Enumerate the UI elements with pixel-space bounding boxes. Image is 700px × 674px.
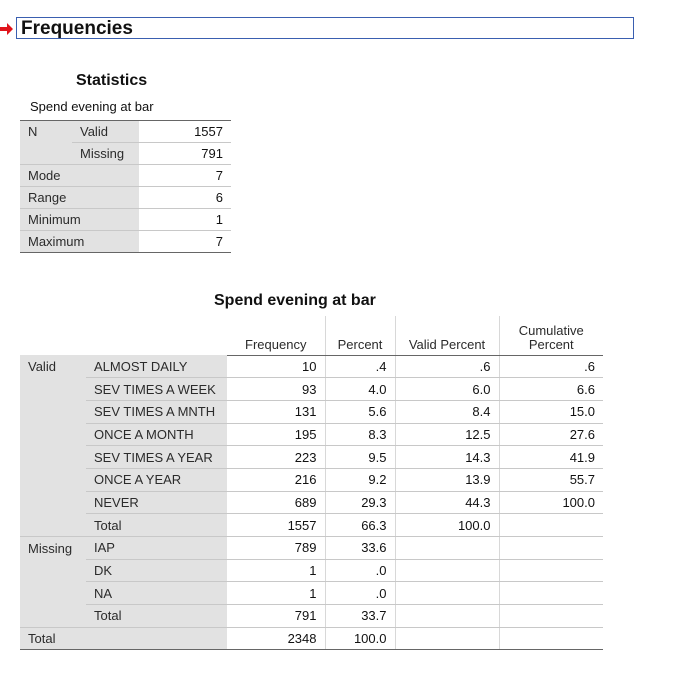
cell-frequency: 791 <box>227 605 325 628</box>
cell-valid-percent: 6.0 <box>395 378 499 401</box>
row-label: ONCE A MONTH <box>86 423 227 446</box>
row-label: ONCE A YEAR <box>86 468 227 491</box>
cell-cumulative-percent <box>499 627 603 650</box>
cell-frequency: 93 <box>227 378 325 401</box>
cell-frequency: 789 <box>227 537 325 560</box>
cell-cumulative-percent <box>499 559 603 582</box>
row-group-label <box>20 446 86 469</box>
cell-percent: 4.0 <box>325 378 395 401</box>
row-label: SEV TIMES A WEEK <box>86 378 227 401</box>
cell-percent: .0 <box>325 559 395 582</box>
statistics-title: Statistics <box>76 72 148 89</box>
row-label: N <box>20 121 72 143</box>
header-cumulative-line2: Percent <box>528 336 574 352</box>
cell-frequency: 1 <box>227 559 325 582</box>
cell-valid-percent: .6 <box>395 355 499 378</box>
cell-frequency: 10 <box>227 355 325 378</box>
row-value: 1557 <box>139 121 231 143</box>
table-row <box>20 231 231 253</box>
table-row <box>20 423 603 446</box>
table-row <box>20 121 231 143</box>
row-group-label: Valid <box>20 355 86 378</box>
row-label: DK <box>86 559 227 582</box>
table-row <box>20 165 231 187</box>
table-row <box>20 209 231 231</box>
table-row <box>20 627 603 650</box>
row-group-label <box>20 423 86 446</box>
statistics-caption: Spend evening at bar <box>30 99 154 114</box>
table-row <box>20 187 231 209</box>
row-label: ALMOST DAILY <box>86 355 227 378</box>
cell-percent: 9.2 <box>325 468 395 491</box>
cell-percent: 33.6 <box>325 537 395 560</box>
cell-frequency: 689 <box>227 491 325 514</box>
cell-frequency: 1557 <box>227 514 325 537</box>
statistics-table <box>20 120 231 253</box>
row-group-label <box>20 582 86 605</box>
header-percent: Percent <box>325 316 395 355</box>
row-group-label <box>20 378 86 401</box>
row-group-label: Missing <box>20 537 86 560</box>
cell-frequency: 1 <box>227 582 325 605</box>
cell-frequency: 223 <box>227 446 325 469</box>
cell-cumulative-percent: 41.9 <box>499 446 603 469</box>
row-value: 7 <box>139 165 231 187</box>
row-group-label <box>20 514 86 537</box>
frequency-table-title: Spend evening at bar <box>214 292 376 309</box>
table-row <box>20 468 603 491</box>
table-row <box>20 559 603 582</box>
cell-valid-percent: 12.5 <box>395 423 499 446</box>
row-label: SEV TIMES A YEAR <box>86 446 227 469</box>
row-value: 1 <box>139 209 231 231</box>
cell-valid-percent: 8.4 <box>395 400 499 423</box>
row-label: IAP <box>86 537 227 560</box>
row-value: 791 <box>139 143 231 165</box>
table-row <box>20 537 603 560</box>
row-label: Range <box>20 187 139 209</box>
cell-frequency: 195 <box>227 423 325 446</box>
cell-cumulative-percent <box>499 605 603 628</box>
row-label: SEV TIMES A MNTH <box>86 400 227 423</box>
row-label: Total <box>86 605 227 628</box>
table-row <box>20 400 603 423</box>
cell-frequency: 2348 <box>227 627 325 650</box>
row-label: Minimum <box>20 209 139 231</box>
cell-valid-percent <box>395 582 499 605</box>
row-label: Total <box>86 514 227 537</box>
cell-cumulative-percent <box>499 514 603 537</box>
header-cumulative-percent <box>499 316 603 355</box>
cell-cumulative-percent: 6.6 <box>499 378 603 401</box>
row-group-label <box>20 468 86 491</box>
cell-cumulative-percent: 55.7 <box>499 468 603 491</box>
header-frequency: Frequency <box>227 316 325 355</box>
row-label <box>20 143 72 165</box>
row-label: NA <box>86 582 227 605</box>
cell-valid-percent: 100.0 <box>395 514 499 537</box>
cell-valid-percent <box>395 627 499 650</box>
table-row <box>20 605 603 628</box>
cell-cumulative-percent: 15.0 <box>499 400 603 423</box>
cell-cumulative-percent: 100.0 <box>499 491 603 514</box>
row-group-label <box>20 559 86 582</box>
red-arrow-icon <box>0 18 14 40</box>
header-blank <box>20 316 227 355</box>
table-row <box>20 378 603 401</box>
cell-cumulative-percent <box>499 537 603 560</box>
cell-valid-percent <box>395 537 499 560</box>
row-label: Maximum <box>20 231 139 253</box>
output-title: Frequencies <box>21 18 133 39</box>
cell-cumulative-percent: .6 <box>499 355 603 378</box>
output-title-box[interactable] <box>16 17 634 39</box>
cell-valid-percent <box>395 559 499 582</box>
table-row <box>20 514 603 537</box>
cell-cumulative-percent <box>499 582 603 605</box>
cell-frequency: 131 <box>227 400 325 423</box>
cell-percent: 33.7 <box>325 605 395 628</box>
cell-percent: 29.3 <box>325 491 395 514</box>
cell-frequency: 216 <box>227 468 325 491</box>
cell-percent: 5.6 <box>325 400 395 423</box>
row-label: NEVER <box>86 491 227 514</box>
row-label: Mode <box>20 165 139 187</box>
table-row <box>20 143 231 165</box>
cell-percent: .4 <box>325 355 395 378</box>
table-row <box>20 446 603 469</box>
row-group-label <box>20 491 86 514</box>
cell-percent: 8.3 <box>325 423 395 446</box>
cell-cumulative-percent: 27.6 <box>499 423 603 446</box>
row-group-label <box>20 605 86 628</box>
frequency-table <box>20 316 603 650</box>
cell-percent: 66.3 <box>325 514 395 537</box>
table-row <box>20 491 603 514</box>
cell-valid-percent: 14.3 <box>395 446 499 469</box>
row-sublabel: Valid <box>72 121 139 143</box>
cell-percent: 9.5 <box>325 446 395 469</box>
row-value: 6 <box>139 187 231 209</box>
row-group-label: Total <box>20 627 227 650</box>
table-row <box>20 582 603 605</box>
cell-percent: .0 <box>325 582 395 605</box>
header-cumulative-line1: Cumulative <box>518 322 584 338</box>
table-header-row <box>20 316 603 355</box>
row-sublabel: Missing <box>72 143 139 165</box>
row-value: 7 <box>139 231 231 253</box>
cell-percent: 100.0 <box>325 627 395 650</box>
row-group-label <box>20 400 86 423</box>
table-row <box>20 355 603 378</box>
cell-valid-percent: 44.3 <box>395 491 499 514</box>
cell-valid-percent <box>395 605 499 628</box>
cell-valid-percent: 13.9 <box>395 468 499 491</box>
header-valid-percent: Valid Percent <box>395 316 499 355</box>
